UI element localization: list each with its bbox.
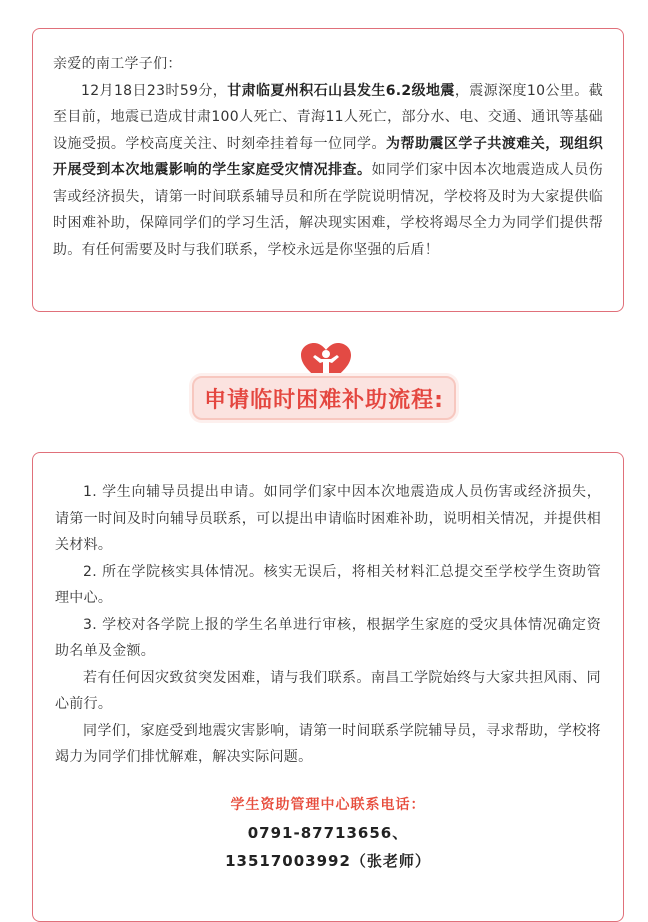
step-1: 1. 学生向辅导员提出申请。如同学们家中因本次地震造成人员伤害或经济损失，请第一时间及时向辅导员联系，可以提出申请临时困难补助，说明相关情况，并提供相关材料。 xyxy=(55,484,601,553)
contact-phone-2[interactable]: 13517003992（张老师） xyxy=(225,851,431,870)
notice-card xyxy=(32,28,624,312)
notice-damage-text: ，震源深度10公里。截至目前，地震已造成甘肃100人死亡、青海11人死亡，部分水、电、交通、通讯等基础设施受损。学校高度关注、时刻牵挂着每一位同学。 xyxy=(53,82,603,152)
step-2: 2. 所在学院核实具体情况。核实无误后，将相关材料汇总提交至学校学生资助管理中心。 xyxy=(55,563,601,606)
step-3: 3. 学校对各学院上报的学生名单进行审核，根据学生家庭的受灾具体情况确定资助名单及金额。 xyxy=(55,616,601,659)
contact-note: 若有任何因灾致贫突发困难，请与我们联系。南昌工学院始终与大家共担风雨、同心前行。 xyxy=(55,669,601,712)
notice-paragraph xyxy=(53,78,603,264)
process-card xyxy=(32,452,624,922)
contact-title: 学生资助管理中心联系电话： xyxy=(230,796,426,813)
process-banner xyxy=(192,376,456,420)
notice-earthquake-highlight: 甘肃临夏州积石山县发生6.2级地震 xyxy=(227,82,455,99)
notice-date: 12月18日23时59分， xyxy=(81,82,228,99)
notice-survey-highlight: 为帮助震区学子共渡难关，现组织开展受到本次地震影响的学生家庭受灾情况排查。 xyxy=(53,135,603,178)
greeting: 亲爱的南工学子们： xyxy=(53,56,182,72)
notice-support-text: 如同学们家中因本次地震造成人员伤害或经济损失，请第一时间联系辅导员和所在学院说明情况，学校将及时为大家提供临时困难补助，保障同学们的学习生活，解决现实困难，学校将竭尽全力为同学们提供帮助。有任何需要及时与我们联系，学校永远是你坚强的后盾！ xyxy=(53,162,603,258)
contact-block xyxy=(55,791,601,875)
process-banner-title: 申请临时困难补助流程: xyxy=(204,387,444,413)
contact-phone-1[interactable]: 0791-87713656、 xyxy=(247,823,409,842)
closing-note: 同学们，家庭受到地震灾害影响，请第一时间联系学院辅导员，寻求帮助，学校将竭力为同学们排忧解难，解决实际问题。 xyxy=(55,722,601,765)
